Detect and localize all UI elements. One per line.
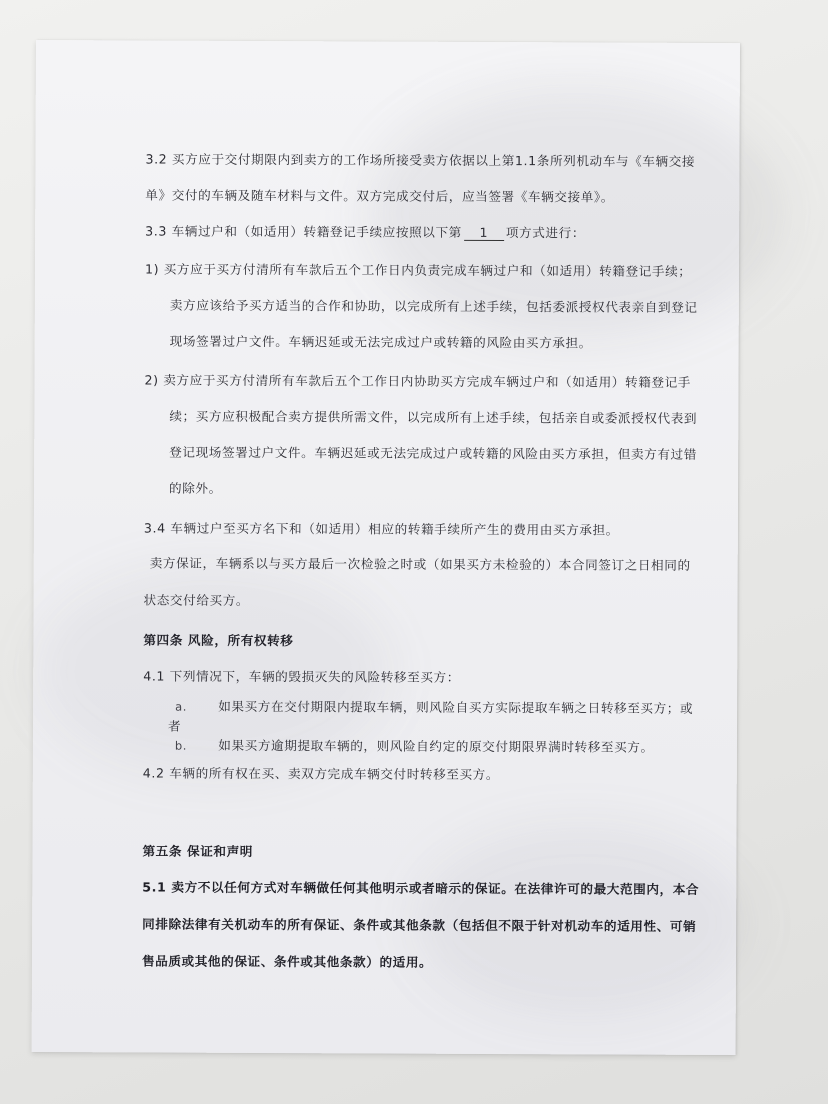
clause-5-1-line-1: 5.1 卖方不以任何方式对车辆做任何其他明示或者暗示的保证。在法律许可的最大范围内，本合 bbox=[142, 879, 700, 897]
article-5-heading: 第五条 保证和声明 bbox=[142, 843, 254, 859]
option-1-line-2: 卖方应该给予买方适当的合作和协助，以完成所有上述手续，包括委派授权代表亲自到登记 bbox=[169, 297, 698, 315]
clause-3-2-line-2: 单》交付的车辆及随车材料与文件。双方完成交付后，应当签署《车辆交接单》。 bbox=[145, 187, 615, 205]
option-2-line-2: 续；买方应积极配合卖方提供所需文件，以完成所有上述手续，包括亲自或委派授权代表到 bbox=[169, 408, 698, 426]
document-page bbox=[32, 40, 740, 1055]
clause-5-1-line-2: 同排除法律有关机动车的所有保证、条件或其他条款（包括但不限于针对机动车的适用性、可销 bbox=[142, 916, 697, 934]
method-number-field: 1 bbox=[464, 225, 504, 241]
item-b-text: 如果买方逾期提取车辆的，则风险自约定的原交付期限界满时转移至买方。 bbox=[218, 737, 654, 755]
item-a-text: 如果买方在交付期限内提取车辆，则风险自买方实际提取车辆之日转移至买方；或 bbox=[218, 698, 694, 716]
clause-3-3 bbox=[145, 220, 585, 241]
option-2-line-4: 的除外。 bbox=[169, 480, 222, 496]
item-a bbox=[175, 696, 693, 717]
clause-3-3-suffix: 项方式进行： bbox=[505, 225, 586, 241]
option-2-line-3: 登记现场签署过户文件。车辆迟延或无法完成过户或转籍的风险由买方承担，但卖方有过错 bbox=[169, 444, 697, 462]
clause-4-1: 4.1 下列情况下，车辆的毁损灭失的风险转移至买方： bbox=[143, 668, 460, 685]
clause-3-3-text: 3.3 车辆过户和（如适用）转籍登记手续应按照以下第 bbox=[145, 223, 462, 240]
article-4-heading: 第四条 风险，所有权转移 bbox=[143, 632, 294, 649]
clause-5-1-line-3: 售品质或其他的保证、条件或其他条款）的适用。 bbox=[141, 953, 433, 970]
option-1-line-1: 1) 买方应于买方付清所有车款后五个工作日内负责完成车辆过户和（如适用）转籍登记手续； bbox=[144, 261, 692, 279]
item-b bbox=[175, 735, 654, 756]
item-a-marker: a. bbox=[175, 699, 188, 714]
item-b-marker: b. bbox=[174, 738, 188, 753]
item-a-continuation: 者 bbox=[167, 718, 182, 734]
seller-guarantee-line-1: 卖方保证，车辆系以与买方最后一次检验之时或（如果买方未检验的）本合同签订之日相同的 bbox=[149, 555, 691, 573]
option-1-line-3: 现场签署过户文件。车辆迟延或无法完成过户或转籍的风险由买方承担。 bbox=[169, 333, 592, 351]
option-2-line-1: 2) 卖方应于买方付清所有车款后五个工作日内协助买方完成车辆过户和（如适用）转籍登记手 bbox=[144, 372, 692, 390]
clause-3-4: 3.4 车辆过户至买方名下和（如适用）相应的转籍手续所产生的费用由买方承担。 bbox=[143, 520, 619, 538]
clause-3-2-line-1: 3.2 买方应于交付期限内到卖方的工作场所接受卖方依据以上第1.1条所列机动车与《车辆交接 bbox=[145, 151, 696, 169]
seller-guarantee-line-2: 状态交付给买方。 bbox=[143, 592, 250, 608]
clause-4-2: 4.2 车辆的所有权在买、卖双方完成车辆交付时转移至买方。 bbox=[142, 765, 500, 783]
